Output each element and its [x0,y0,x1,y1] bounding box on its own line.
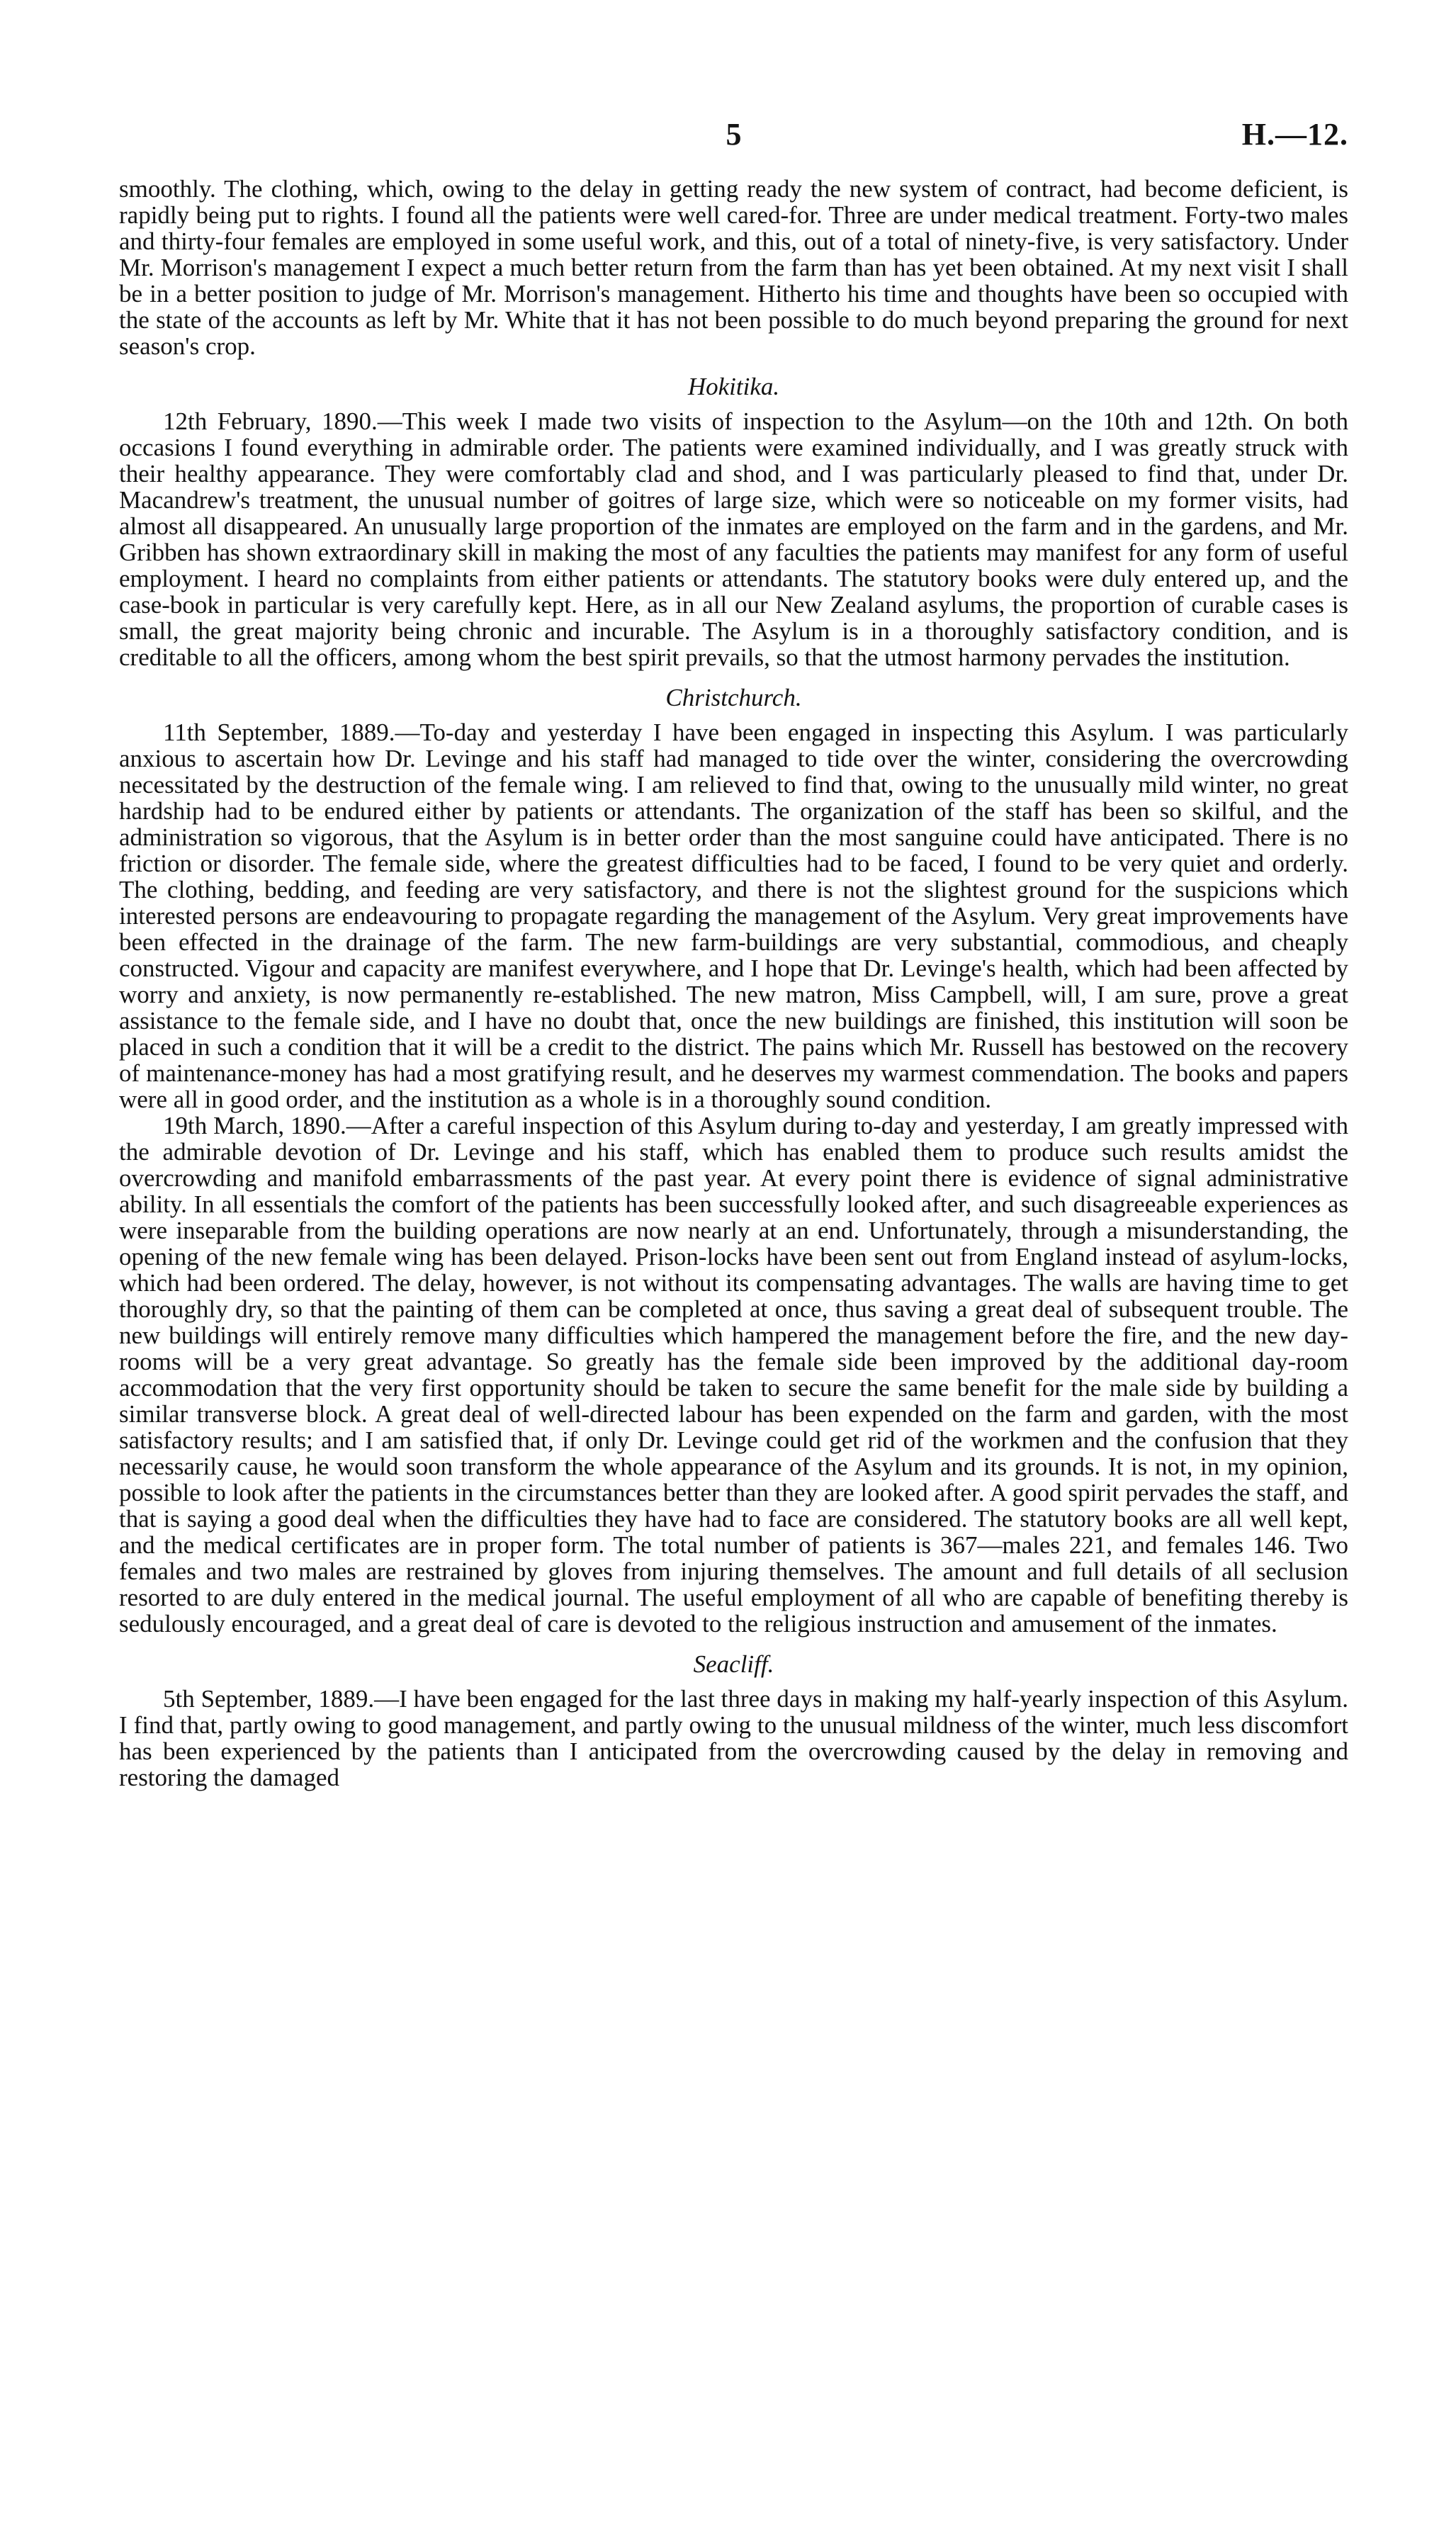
section-heading: Seacliff. [693,1650,774,1678]
report-paragraph: 19th March, 1890.—After a careful inspection of this Asylum during to-day and yesterday, I am greatly impressed with the admirable devotion of Dr. Levinge and his staff, which has enabled them to produce such results amidst the overcrowding and manifold embarrassments of the past year. At every point there is evidence of signal administrative ability. In all essentials the comfort of the patients has been successfully looked after, and such disagreeable experiences as were inseparable from the building operations are now nearly at an end. Unfortunately, through a misunderstanding, the opening of the new female wing has been delayed. Prison-locks have been sent out from England instead of asylum-locks, which had been ordered. The delay, however, is not without its compensating advantages. The walls are having time to get thoroughly dry, so that the painting of them can be completed at once, thus saving a great deal of subsequent trouble. The new buildings will entirely remove many difficulties which hampered the management before the fire, and the new day-rooms will be a very great advantage. So greatly has the female side been improved by the additional day-room accommodation that the very first opportunity should be taken to secure the same benefit for the male side by building a similar transverse block. A great deal of well-directed labour has been expended on the farm and garden, with the most satisfactory results; and I am satisfied that, if only Dr. Levinge could get rid of the workmen and the confusion that they necessarily cause, he would soon transform the whole appearance of the Asylum and its grounds. It is not, in my opinion, possible to look after the patients in the circumstances better than they are looked after. A good spirit pervades the staff, and that is saying a good deal when the difficulties they have had to face are considered. The statutory books are all well kept, and the medical certificates are in proper form. The total number of patients is 367—males 221, and females 146. Two females and two males are restrained by gloves from injuring themselves. The amount and full details of all seclusion resorted to are duly entered in the medical journal. The useful employment of all who are capable of benefiting thereby is sedulously encouraged, and a great deal of care is devoted to the religious instruction and amusement of the inmates. [119,1112,1348,1638]
section-hokitika [119,373,1348,670]
section-seacliff [119,1651,1348,1791]
page-header [119,106,1348,163]
section-heading: Christchurch. [665,684,802,711]
document-reference: H.—12. [1241,117,1348,152]
section-christchurch [119,684,1348,1637]
report-paragraph: 11th September, 1889.—To-day and yesterday I have been engaged in inspecting this Asylum. I was particularly anxious to ascertain how Dr. Levinge and his staff had managed to tide over the winter, considering the overcrowding necessitated by the destruction of the female wing. I am relieved to find that, owing to the unusually mild winter, no great hardship had to be endured either by patients or attendants. The organization of the staff has been so skilful, and the administration so vigorous, that the Asylum is in better order than the most sanguine could have anticipated. There is no friction or disorder. The female side, where the greatest difficulties had to be faced, I found to be very quiet and orderly. The clothing, bedding, and feeding are very satisfactory, and there is not the slightest ground for the suspicions which interested persons are endeavouring to propagate regarding the management of the Asylum. Very great improvements have been effected in the drainage of the farm. The new farm-buildings are very substantial, commodious, and cheaply constructed. Vigour and capacity are manifest everywhere, and I hope that Dr. Levinge's health, which had been affected by worry and anxiety, is now permanently re-established. The new matron, Miss Campbell, will, I am sure, prove a great assistance to the female side, and I have no doubt that, once the new buildings are finished, this institution will soon be placed in such a condition that it will be a credit to the district. The pains which Mr. Russell has bestowed on the recovery of maintenance-money has had a most gratifying result, and he deserves my warmest commendation. The books and papers were all in good order, and the institution as a whole is in a thoroughly sound condition. [119,718,1348,1113]
report-paragraph: 12th February, 1890.—This week I made two visits of inspection to the Asylum—on the 10th and 12th. On both occasions I found everything in admirable order. The patients were examined individually, and I was greatly struck with their healthy appearance. They were comfortably clad and shod, and I was particularly pleased to find that, under Dr. Macandrew's treatment, the unusual number of goitres of large size, which were so noticeable on my former visits, had almost all disappeared. An unusually large proportion of the inmates are employed on the farm and in the gardens, and Mr. Gribben has shown extraordinary skill in making the most of any faculties the patients may manifest for any form of useful employment. I heard no complaints from either patients or attendants. The statutory books were duly entered up, and the case-book in particular is very carefully kept. Here, as in all our New Zealand asylums, the proportion of curable cases is small, the great majority being chronic and incurable. The Asylum is in a thoroughly satisfactory condition, and is creditable to all the officers, among whom the best spirit prevails, so that the utmost harmony pervades the institution. [119,407,1348,671]
report-paragraph: 5th September, 1889.—I have been engaged for the last three days in making my half-yearly inspection of this Asylum. I find that, partly owing to good management, and partly owing to the unusual mildness of the winter, much less discomfort has been experienced by the patients than I anticipated from the overcrowding caused by the delay in removing and restoring the damaged [119,1685,1348,1791]
continuation-paragraph: smoothly. The clothing, which, owing to the delay in getting ready the new system of contract, had become deficient, is rapidly being put to rights. I found all the patients were well cared-for. Three are under medical treatment. Forty-two males and thirty-four females are employed in some useful work, and this, out of a total of ninety-five, is very satisfactory. Under Mr. Morrison's management I expect a much better return from the farm than has yet been obtained. At my next visit I shall be in a better position to judge of Mr. Morrison's management. Hitherto his time and thoughts have been so occupied with the state of the accounts as left by Mr. White that it has not been possible to do much beyond preparing the ground for next season's crop. [119,175,1348,360]
document-page [119,106,1348,1791]
page-number: 5 [726,117,742,152]
section-heading: Hokitika. [687,373,780,400]
